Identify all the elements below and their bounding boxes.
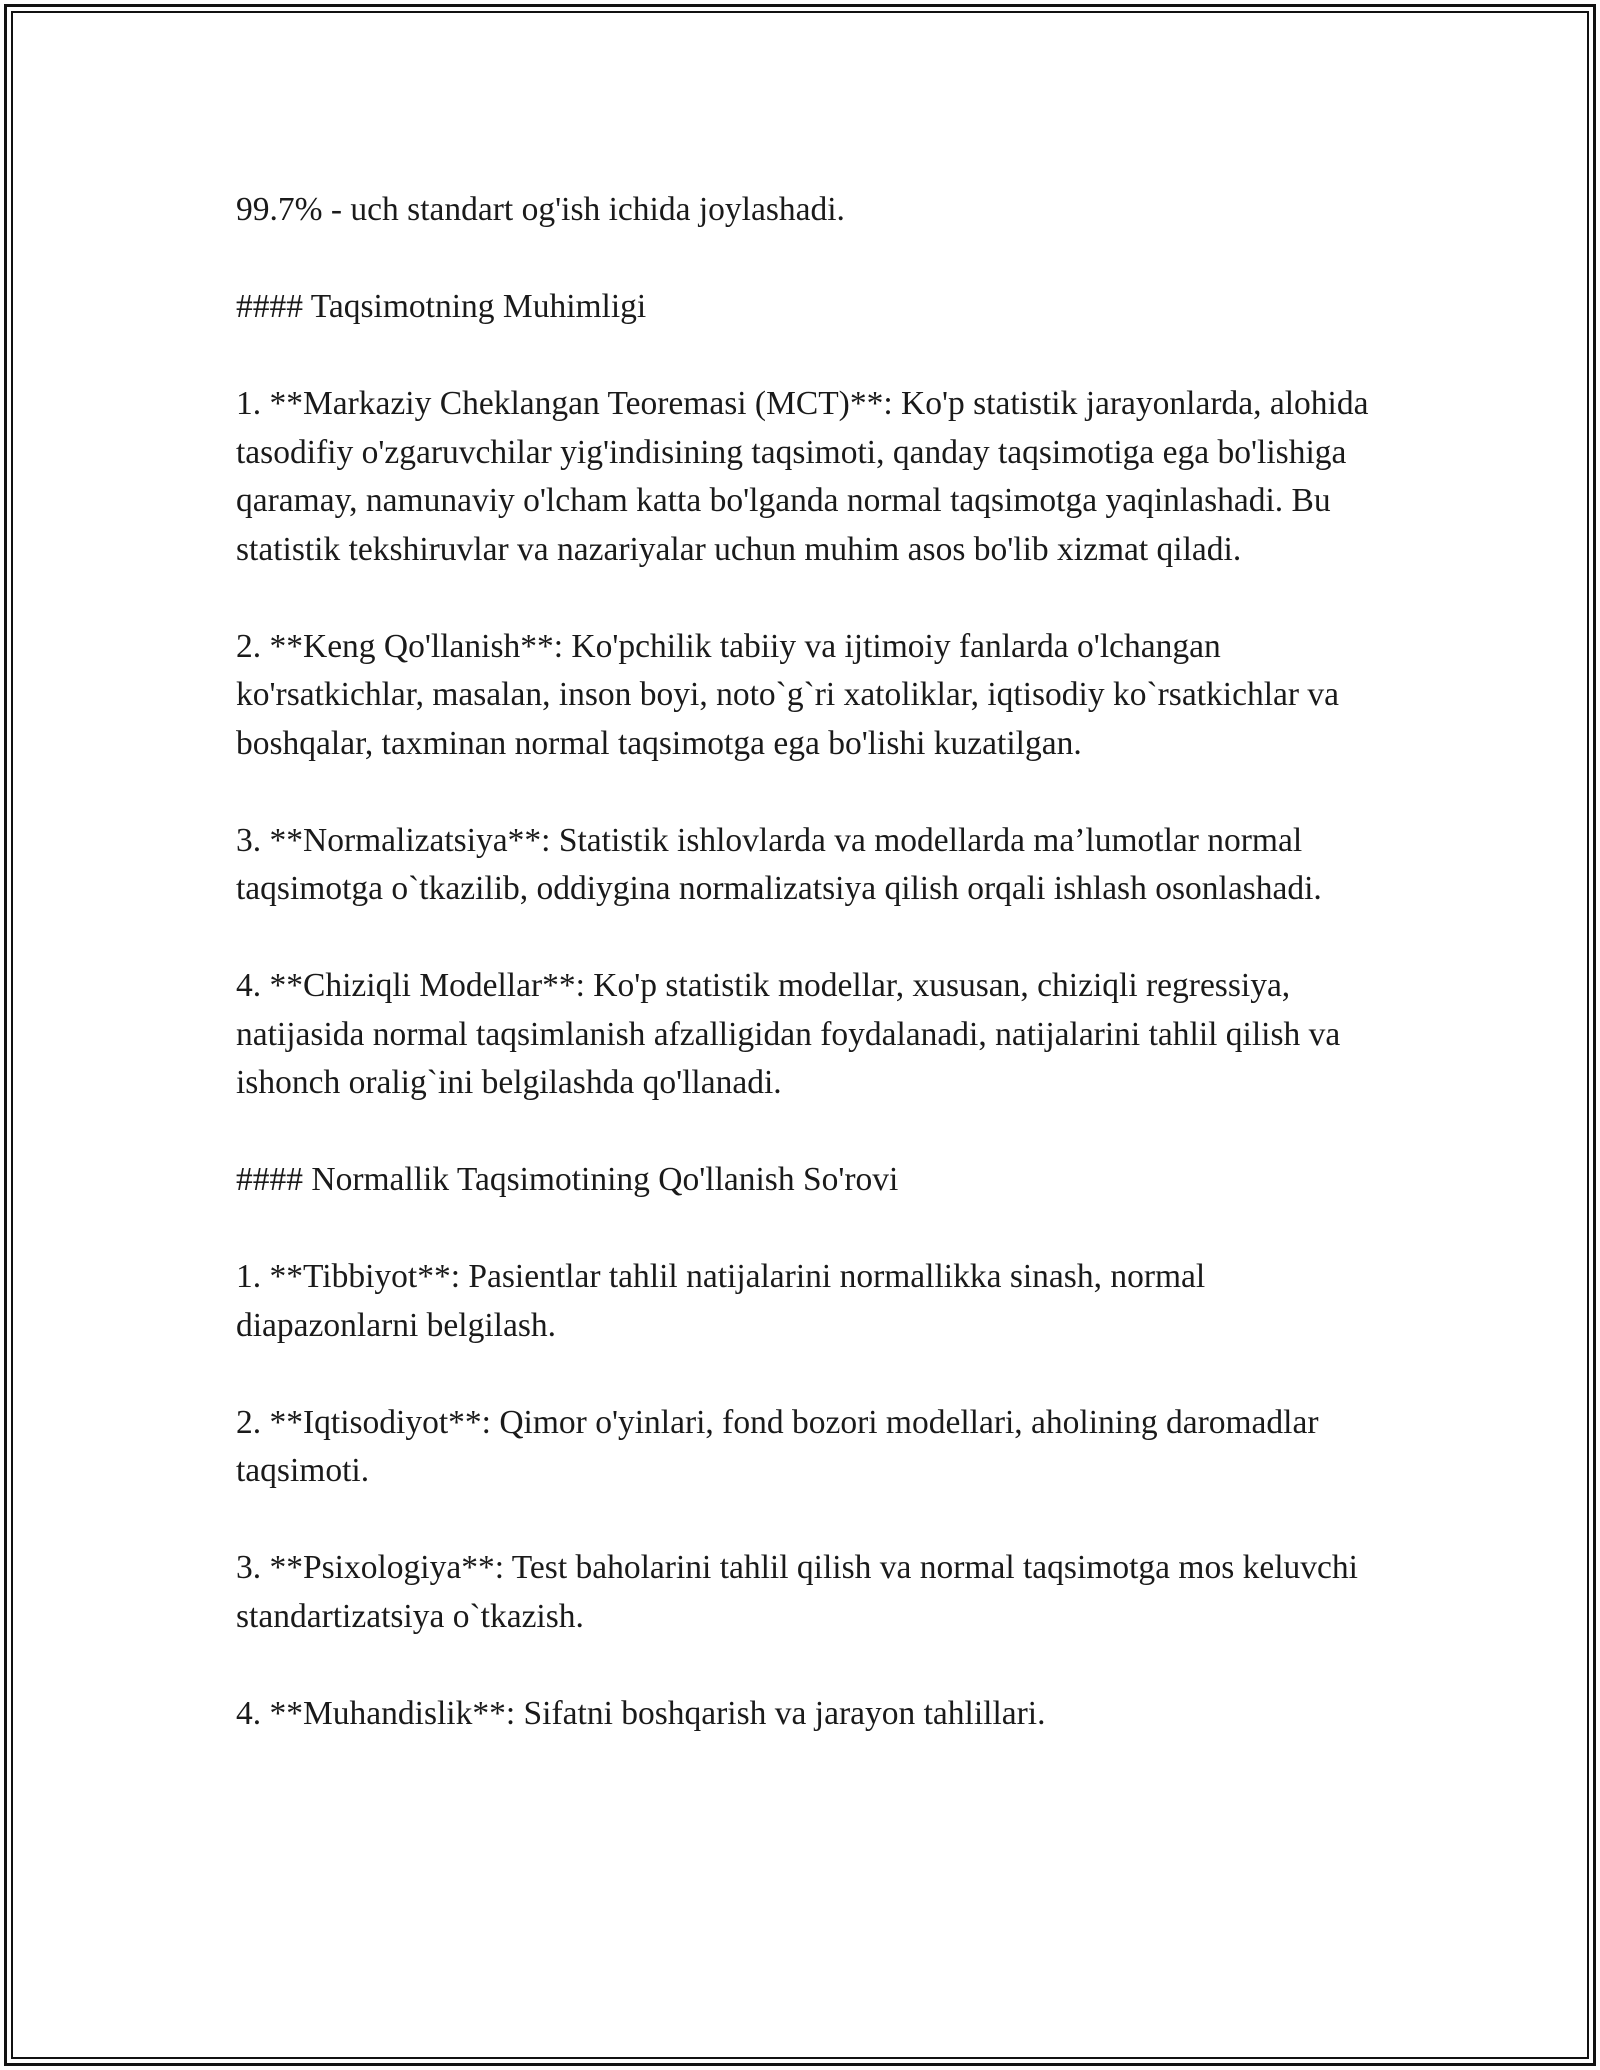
heading-qollanish-sorovi: #### Normallik Taqsimotining Qo'llanish So'rovi xyxy=(236,1161,899,1198)
list-item-keng-qollanish: 2. **Keng Qo'llanish**: Ko'pchilik tabiiy va ijtimoiy fanlarda o'lchangan ko'rsatkichlar, masalan, inson boyi, noto`g`ri xatoliklar, iqtisodiy ko`rsatkichlar va boshqalar, taxminan normal taqsimotga ega bo'lishi kuzatilgan. xyxy=(236,627,1340,762)
list-item-chiziqli-modellar: 4. **Chiziqli Modellar**: Ko'p statistik modellar, xususan, chiziqli regressiya, natijasida normal taqsimlanish afzalligidan foydalanadi, natijalarini tahlil qilish va ishonch oralig`ini belgilashda qo'llanadi. xyxy=(236,967,1341,1101)
list-item-mct: 1. **Markaziy Cheklangan Teoremasi (MCT)**: Ko'p statistik jarayonlarda, alohida tasodifiy o'zgaruvchilar yig'indisining taqsimoti, qanday taqsimotiga ega bo'lishiga qaramay, namunaviy o'lcham katta bo'lganda normal taqsimotga yaqinlashadi. Bu statistik tekshiruvlar va nazariyalar uchun muhim asos bo'lib xizmat qiladi. xyxy=(236,385,1369,568)
list-item-psixologiya: 3. **Psixologiya**: Test baholarini tahlil qilish va normal taqsimotga mos keluvchi standartizatsiya o`tkazish. xyxy=(236,1549,1358,1635)
paragraph-normal-rule-line: 99.7% - uch standart og'ish ichida joylashadi. xyxy=(236,191,845,228)
document-body xyxy=(236,186,1376,1787)
list-item-iqtisodiyot: 2. **Iqtisodiyot**: Qimor o'yinlari, fond bozori modellari, aholining daromadlar taqsimoti. xyxy=(236,1403,1319,1489)
list-item-normalizatsiya: 3. **Normalizatsiya**: Statistik ishlovlarda va modellarda ma’lumotlar normal taqsimotga o`tkazilib, oddiygina normalizatsiya qilish orqali ishlash osonlashadi. xyxy=(236,821,1322,907)
heading-taqsimotning-muhimligi: #### Taqsimotning Muhimligi xyxy=(236,288,647,325)
list-item-muhandislik: 4. **Muhandislik**: Sifatni boshqarish va jarayon tahlillari. xyxy=(236,1694,1046,1732)
list-item-tibbiyot: 1. **Tibbiyot**: Pasientlar tahlil natijalarini normallikka sinash, normal diapazonlarni belgilash. xyxy=(236,1258,1206,1344)
